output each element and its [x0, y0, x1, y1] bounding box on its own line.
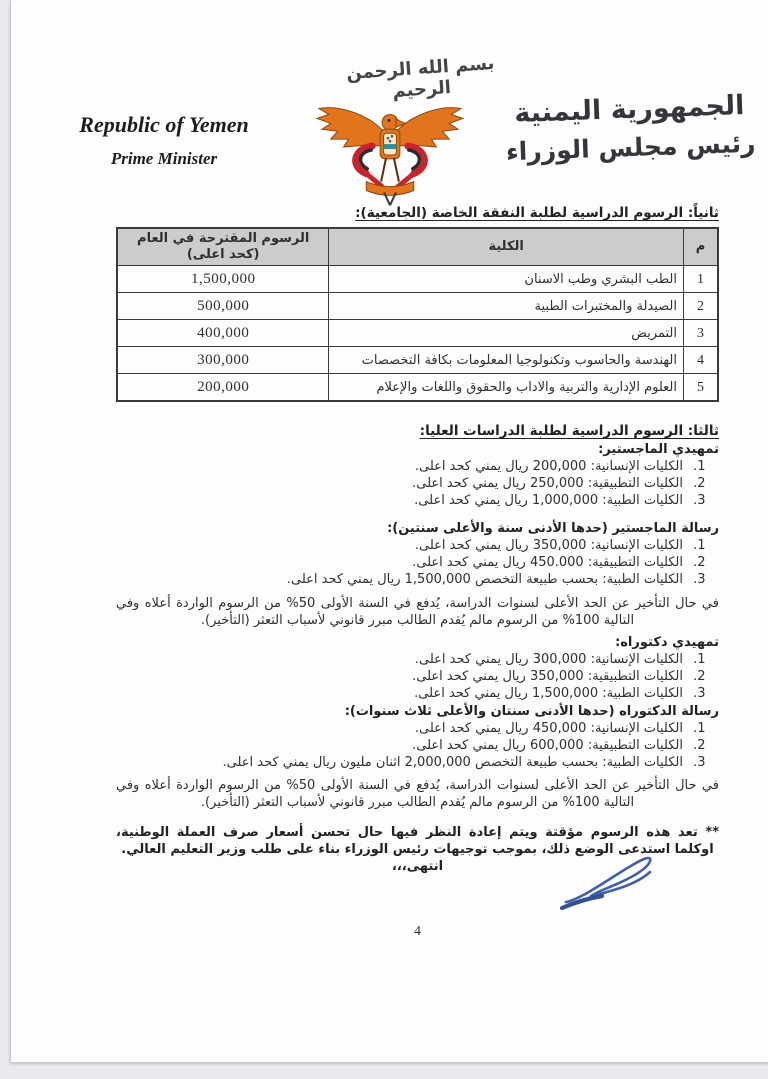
doctorate-preliminary-list: [116, 651, 719, 702]
table-row: [117, 374, 718, 402]
list-item: 2. الكليات التطبيقية: 350,000 ريال يمني كحد اعلى.: [116, 668, 689, 685]
table-row: [117, 293, 718, 320]
masters-preliminary-list: [116, 458, 719, 509]
list-item: 1. الكليات الإنسانية: 300,000 ريال يمني كحد اعلى.: [116, 651, 689, 668]
list-item: 2. الكليات التطبيقية: 250,000 ريال يمني كحد اعلى.: [116, 475, 689, 492]
yemen-national-emblem-icon: [311, 92, 469, 210]
country-name-arabic: الجمهورية اليمنية: [513, 90, 745, 130]
list-item: 2. الكليات التطبيقية: 600,000 ريال يمني كحد اعلى.: [116, 737, 689, 754]
college-name: الطب البشري وطب الاسنان: [329, 266, 684, 293]
list-item: 3. الكليات الطبية: 1,000,000 ريال يمني كحد اعلى.: [116, 492, 689, 509]
row-number: 5: [684, 374, 719, 402]
list-item: 1. الكليات الإنسانية: 200,000 ريال يمني كحد اعلى.: [116, 458, 689, 475]
masters-thesis-list: [116, 537, 719, 588]
doctorate-preliminary-heading: تمهيدي دكتوراه:: [615, 635, 719, 650]
list-item: 1. الكليات الإنسانية: 450,000 ريال يمني كحد اعلى.: [116, 720, 689, 737]
end-word: انتهى،،،: [391, 859, 444, 874]
fee-value: 300,000: [117, 347, 329, 374]
page-number: 4: [414, 924, 421, 939]
doctorate-thesis-heading: رسالة الدكتوراه (حدها الأدنى سنتان والأعلى ثلاث سنوات):: [344, 704, 719, 719]
temporary-fees-footnote: ** تعد هذه الرسوم مؤقتة ويتم إعادة النظر فيها حال تحسن أسعار صرف العملة الوطنية، اوكلما استدعى الوضع ذلك، بموجب توجيهات رئيس الوزراء بناء على طلب وزير التعليم العالي.: [116, 825, 719, 857]
fee-value: 1,500,000: [117, 266, 329, 293]
fee-header-line1: الرسوم المقترحة في العام: [137, 231, 310, 246]
list-item: 3. الكليات الطبية: 1,500,000 ريال يمني كحد اعلى.: [116, 685, 689, 702]
doctorate-thesis-list: [116, 720, 719, 771]
list-item: 2. الكليات التطبيقية: 450.000 ريال يمني كحد اعلى.: [116, 554, 689, 571]
row-number: 4: [684, 347, 719, 374]
fee-value: 500,000: [117, 293, 329, 320]
delay-note-paragraph: في حال التأخير عن الحد الأعلى لسنوات الدراسة، يُدفع في السنة الأولى 50% من الرسوم الواردة أعلاه وفي التالية 100% من الرسوم مالم يُقدم الطالب مبرر قانوني لأسباب التعثر (التأخير).: [116, 596, 719, 628]
section-two-title: ثانياً: الرسوم الدراسية لطلبة النفقة الخاصة (الجامعية):: [355, 205, 719, 221]
college-name: الهندسة والحاسوب وتكنولوجيا المعلومات بكافة التخصصات: [329, 347, 684, 374]
row-number: 3: [684, 320, 719, 347]
college-name: التمريض: [329, 320, 684, 347]
list-item: 3. الكليات الطبية: بحسب طبيعة التخصص 1,500,000 ريال يمني كحد اعلى.: [116, 571, 689, 588]
fee-header-line2: (كحد اعلى): [186, 247, 260, 262]
fee-value: 400,000: [117, 320, 329, 347]
office-name-english: Prime Minister: [110, 149, 218, 168]
section-three-title: ثالثا: الرسوم الدراسية لطلبة الدراسات العليا:: [419, 423, 719, 439]
basmala-text: بسم الله الرحمن الرحيم: [345, 52, 495, 102]
scanned-document-page: [10, 0, 768, 1062]
masters-thesis-heading: رسالة الماجستير (حدها الأدنى سنة والأعلى سنتين):: [387, 521, 719, 536]
college-name: العلوم الإدارية والتربية والاداب والحقوق واللغات والإعلام: [329, 374, 684, 402]
english-letterhead: [57, 112, 271, 169]
column-header-number: م: [684, 228, 719, 266]
fee-value: 200,000: [117, 374, 329, 402]
table-row: [117, 347, 718, 374]
table-row: [117, 320, 718, 347]
signature-icon: [556, 852, 674, 916]
row-number: 1: [684, 266, 719, 293]
table-header-row: [117, 228, 718, 266]
tuition-fees-table: [116, 227, 719, 402]
column-header-fee: [117, 228, 329, 266]
row-number: 2: [684, 293, 719, 320]
college-name: الصيدلة والمختبرات الطبية: [329, 293, 684, 320]
table-row: [117, 266, 718, 293]
country-name-english: Republic of Yemen: [79, 112, 249, 137]
delay-note-paragraph: في حال التأخير عن الحد الأعلى لسنوات الدراسة، يُدفع في السنة الأولى 50% من الرسوم الواردة أعلاه وفي التالية 100% من الرسوم مالم يُقدم الطالب مبرر قانوني لأسباب التعثر (التأخير).: [116, 778, 719, 810]
list-item: 3. الكليات الطبية: بحسب طبيعة التخصص 2,000,000 اثنان مليون ريال يمني كحد اعلى.: [116, 754, 689, 771]
masters-preliminary-heading: تمهيدي الماجستير:: [598, 442, 719, 457]
list-item: 1. الكليات الإنسانية: 350,000 ريال يمني كحد اعلى.: [116, 537, 689, 554]
column-header-college: الكلية: [329, 228, 684, 266]
office-name-arabic: رئيس مجلس الوزراء: [505, 128, 756, 167]
arabic-letterhead: [504, 90, 756, 167]
